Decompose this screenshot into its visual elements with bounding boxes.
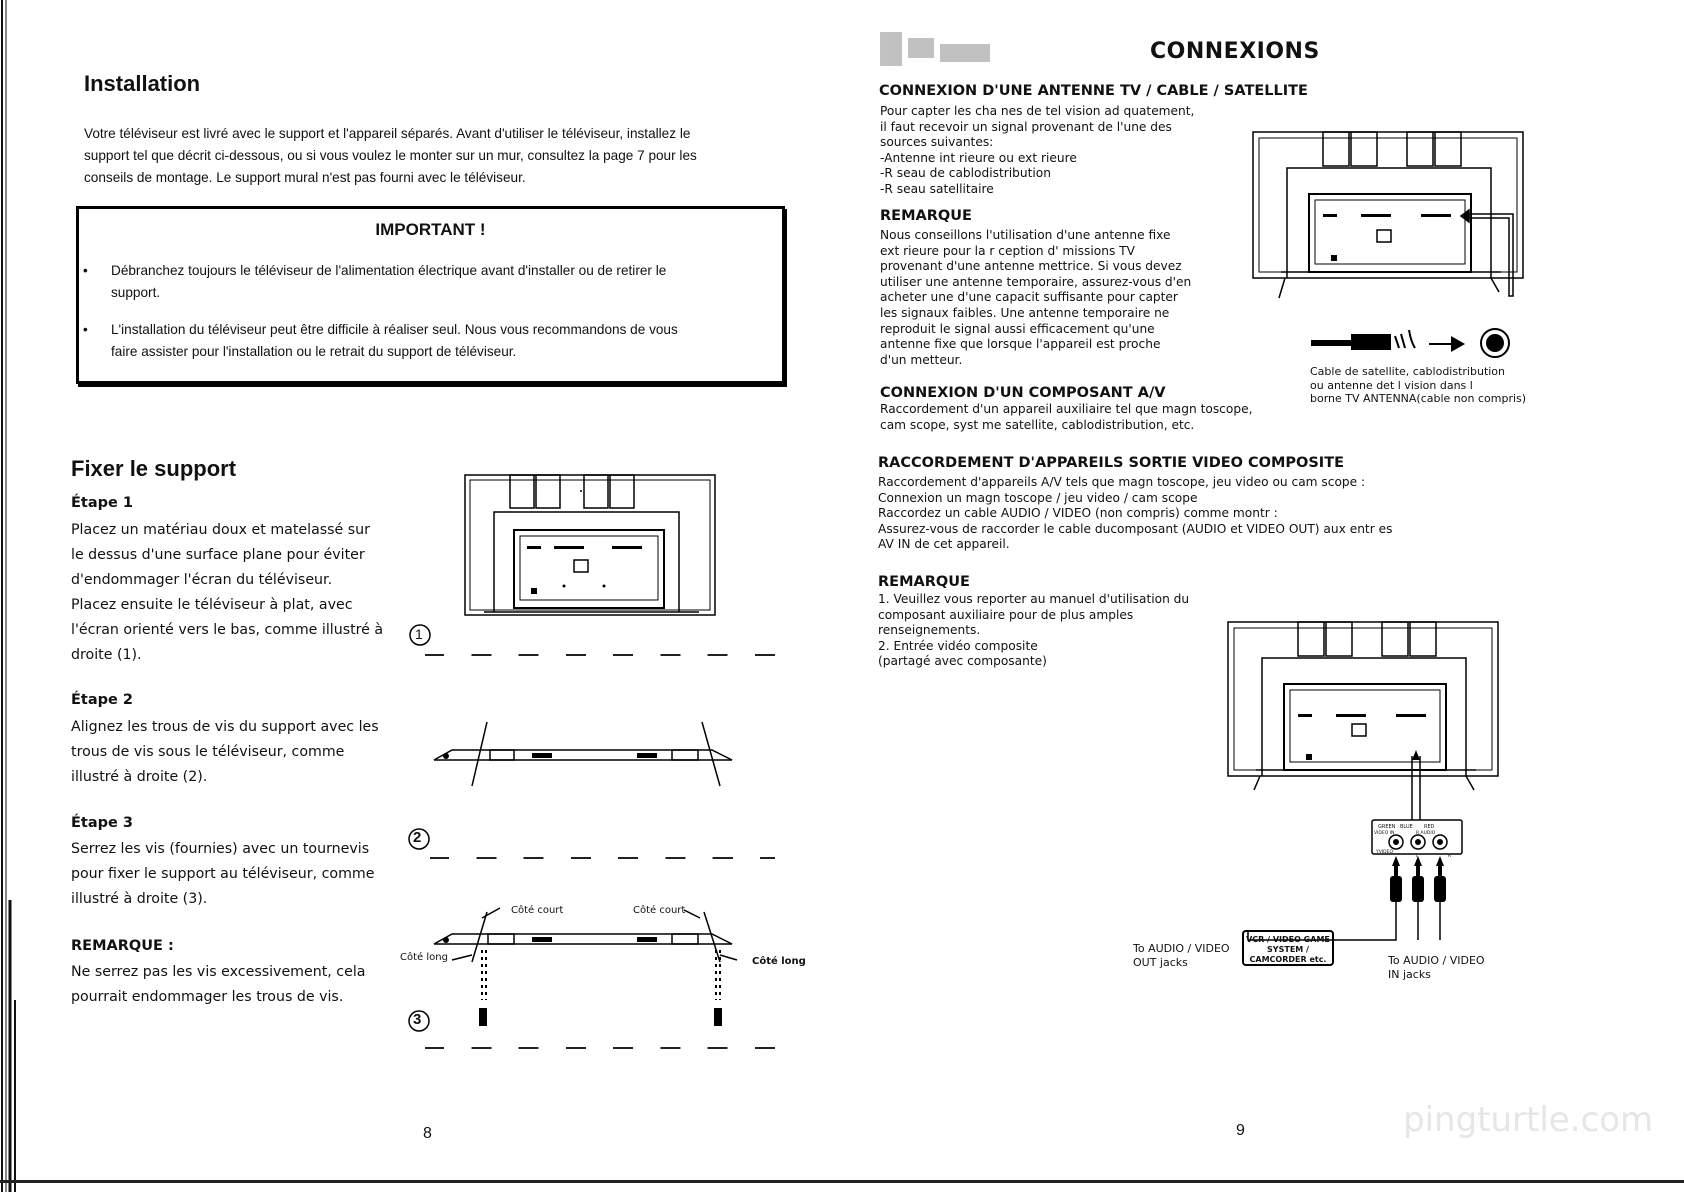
step1-line: Placez un matériau doux et matelassé sur (71, 522, 371, 538)
remarque2-line: renseignements. (878, 623, 981, 638)
page-number-right: 9 (1236, 1122, 1245, 1139)
step3-text (71, 837, 411, 912)
installation-line: conseils de montage. Le support mural n'est pas fourni avec le téléviseur. (84, 170, 526, 185)
page-number-left: 8 (423, 1125, 432, 1142)
connexions-title: CONNEXIONS (1150, 39, 1320, 64)
jack-label-l: L (1416, 854, 1419, 859)
remarque1-line: provenant d'une antenne mettrice. Si vous devez (880, 259, 1182, 274)
scan-edge-left (0, 0, 22, 1192)
composite-line: AV IN de cet appareil. (878, 537, 1010, 552)
jack-label-r-audio: R AUDIO (1416, 831, 1436, 836)
scan-edge-bottom (0, 1180, 1684, 1195)
remarque1-text (880, 228, 1240, 368)
antenna-line: -R seau satellitaire (880, 181, 994, 196)
composite-line: Raccordement d'appareils A/V tels que magn toscope, jeu video ou cam scope : (878, 475, 1366, 489)
bullet-dot: • (83, 263, 88, 278)
label-cote-long-2: Côté long (752, 956, 806, 967)
remarque2-heading: REMARQUE (878, 574, 970, 590)
figure1-dashline (425, 654, 775, 656)
composite-heading: RACCORDEMENT D'APPAREILS SORTIE VIDEO COMPOSITE (878, 455, 1344, 471)
vcr-box-line: CAMCORDER etc. (1249, 955, 1327, 964)
bullet-line: Débranchez toujours le téléviseur de l'alimentation électrique avant d'installer ou de retirer le (111, 263, 667, 278)
bullet-dot: • (83, 322, 88, 337)
composite-connection-diagram (1226, 620, 1506, 980)
remarque2-line: composant auxiliaire pour de plus amples (878, 607, 1134, 622)
figure2-stand (432, 716, 772, 790)
installation-heading: Installation (84, 71, 201, 96)
bullet-line: L'installation du téléviseur peut être difficile à réaliser seul. Nous vous recommandons de vous (111, 322, 678, 337)
composant-line: Raccordement d'un appareil auxiliaire tel que magn toscope, (880, 402, 1253, 416)
figure3-screws (432, 900, 772, 1030)
figure3-number: 3 (413, 1011, 422, 1028)
remarque2-line: 1. Veuillez vous reporter au manuel d'utilisation du (878, 592, 1190, 606)
important-bullet (83, 260, 773, 304)
antenna-line: Pour capter les cha nes de tel vision ad quatement, (880, 104, 1195, 118)
jack-label-r: R (1448, 854, 1452, 859)
scan-noise (878, 28, 1002, 72)
step1-line: l'écran orienté vers le bas, comme illustré à (71, 622, 384, 638)
remarque2-line: 2. Entrée vidéo composite (878, 638, 1038, 653)
important-box (76, 206, 785, 384)
remarque-line: pourrait endommager les trous de vis. (71, 989, 344, 1005)
jack-label-video-in: VIDEO IN (1374, 831, 1395, 836)
important-bullet (83, 319, 773, 363)
remarque1-line: les signaux faibles. Une antenne temporaire ne (880, 305, 1170, 320)
antenna-line: sources suivantes: (880, 135, 994, 150)
figure1-tv-back (464, 472, 764, 620)
step2-line: illustré à droite (2). (71, 769, 208, 785)
installation-line: Votre téléviseur est livré avec le support et l'appareil séparés. Avant d'utiliser le téléviseur, installez le (84, 126, 691, 141)
remarque1-line: Nous conseillons l'utilisation d'une antenne fixe (880, 228, 1171, 242)
remarque1-line: antenne fixe que lorsque l'appareil est proche (880, 337, 1161, 352)
vcr-box-line: VCR / VIDEO GAME (1246, 935, 1330, 944)
remarque1-line: utiliser une antenne temporaire, assurez-vous d'en (880, 274, 1192, 289)
step1-text (71, 518, 411, 668)
step1-line: le dessus d'une surface plane pour éviter (71, 547, 365, 563)
antenna-text (880, 104, 1240, 198)
step2-line: trous de vis sous le téléviseur, comme (71, 744, 345, 760)
jack-color-red: RED (1424, 824, 1435, 830)
figure2-number: 2 (413, 829, 422, 846)
antenna-caption-line: ou antenne det l vision dans l (1310, 378, 1473, 392)
label-cote-long-1: Côté long (400, 952, 448, 963)
remarque1-line: reproduit le signal aussi efficacement qu'une (880, 321, 1155, 336)
vcr-device-box (1242, 930, 1334, 966)
bullet-line: faire assister pour l'installation ou le retrait du support de téléviseur. (111, 344, 517, 359)
figure3-dashline (425, 1047, 775, 1049)
step2-title: Étape 2 (71, 692, 133, 708)
composite-line: Assurez-vous de raccorder le cable ducomposant (AUDIO et VIDEO OUT) aux entr es (878, 521, 1393, 536)
remarque1-heading: REMARQUE (880, 208, 972, 224)
step1-line: d'endommager l'écran du téléviseur. (71, 572, 333, 588)
step1-line: droite (1). (71, 647, 142, 663)
antenna-line: il faut recevoir un signal provenant de l'une des (880, 119, 1172, 134)
remarque-line: Ne serrez pas les vis excessivement, cela (71, 964, 366, 980)
fixer-heading: Fixer le support (71, 456, 237, 481)
step2-text (71, 715, 411, 790)
in-jacks-label (1388, 954, 1508, 981)
watermark: pingturtle.com (1403, 1100, 1654, 1140)
bullet-line: support. (111, 285, 161, 300)
label-cote-court-1: Côté court (511, 905, 564, 916)
remarque-text-left (71, 960, 411, 1010)
step3-line: illustré à droite (3). (71, 891, 208, 907)
step3-line: pour fixer le support au téléviseur, comme (71, 866, 375, 882)
antenna-caption-line: borne TV ANTENNA(cable non compris) (1310, 392, 1527, 405)
step3-title: Étape 3 (71, 815, 133, 831)
important-title: IMPORTANT ! (375, 220, 486, 239)
out-label-line: To AUDIO / VIDEO (1133, 942, 1230, 955)
out-jacks-label (1133, 942, 1243, 969)
composite-text (878, 475, 1478, 553)
remarque2-text (878, 592, 1238, 670)
figure1-number: 1 (415, 626, 423, 642)
step1-title: Étape 1 (71, 495, 133, 511)
remarque1-line: d'un metteur. (880, 352, 963, 367)
step3-line: Serrez les vis (fournies) avec un tournevis (71, 841, 370, 857)
antenna-caption (1310, 365, 1570, 406)
figure2-dashline (430, 857, 775, 859)
antenna-line: -R seau de cablodistribution (880, 166, 1051, 181)
jack-color-green: GREEN (1378, 824, 1396, 830)
installation-paragraph (84, 123, 784, 189)
antenna-tv-diagram (1251, 130, 1531, 370)
vcr-box-line: SYSTEM / (1267, 945, 1309, 954)
remarque1-line: ext rieure pour la r ception d' missions TV (880, 243, 1135, 258)
remarque1-line: acheter une d'une capacit suffisante pour capter (880, 290, 1178, 305)
remarque2-line: (partagé avec composante) (878, 654, 1047, 669)
jack-label-yvideo: YVIDEO (1376, 850, 1394, 855)
composant-text (880, 402, 1320, 433)
jack-color-blue: BLUE (1400, 824, 1413, 830)
in-label-line: To AUDIO / VIDEO (1388, 954, 1485, 967)
composant-line: cam scope, syst me satellite, cablodistribution, etc. (880, 417, 1195, 432)
composant-heading: CONNEXION D'UN COMPOSANT A/V (880, 385, 1166, 401)
step2-line: Alignez les trous de vis du support avec les (71, 719, 379, 735)
in-label-line: IN jacks (1388, 967, 1431, 981)
composite-line: Connexion un magn toscope / jeu video / cam scope (878, 490, 1198, 505)
installation-line: support tel que décrit ci-dessous, ou si vous voulez le monter sur un mur, consultez la page 7 pour les (84, 148, 697, 163)
antenna-line: -Antenne int rieure ou ext rieure (880, 150, 1077, 165)
out-label-line: OUT jacks (1133, 955, 1188, 969)
label-cote-court-2: Côté court (633, 905, 686, 916)
remarque-title-left: REMARQUE : (71, 938, 174, 954)
antenna-heading: CONNEXION D'UNE ANTENNE TV / CABLE / SATELLITE (879, 83, 1308, 99)
antenna-caption-line: Cable de satellite, cablodistribution (1310, 365, 1506, 378)
step1-line: Placez ensuite le téléviseur à plat, avec (71, 597, 353, 613)
composite-line: Raccordez un cable AUDIO / VIDEO (non compris) comme montr : (878, 506, 1278, 521)
